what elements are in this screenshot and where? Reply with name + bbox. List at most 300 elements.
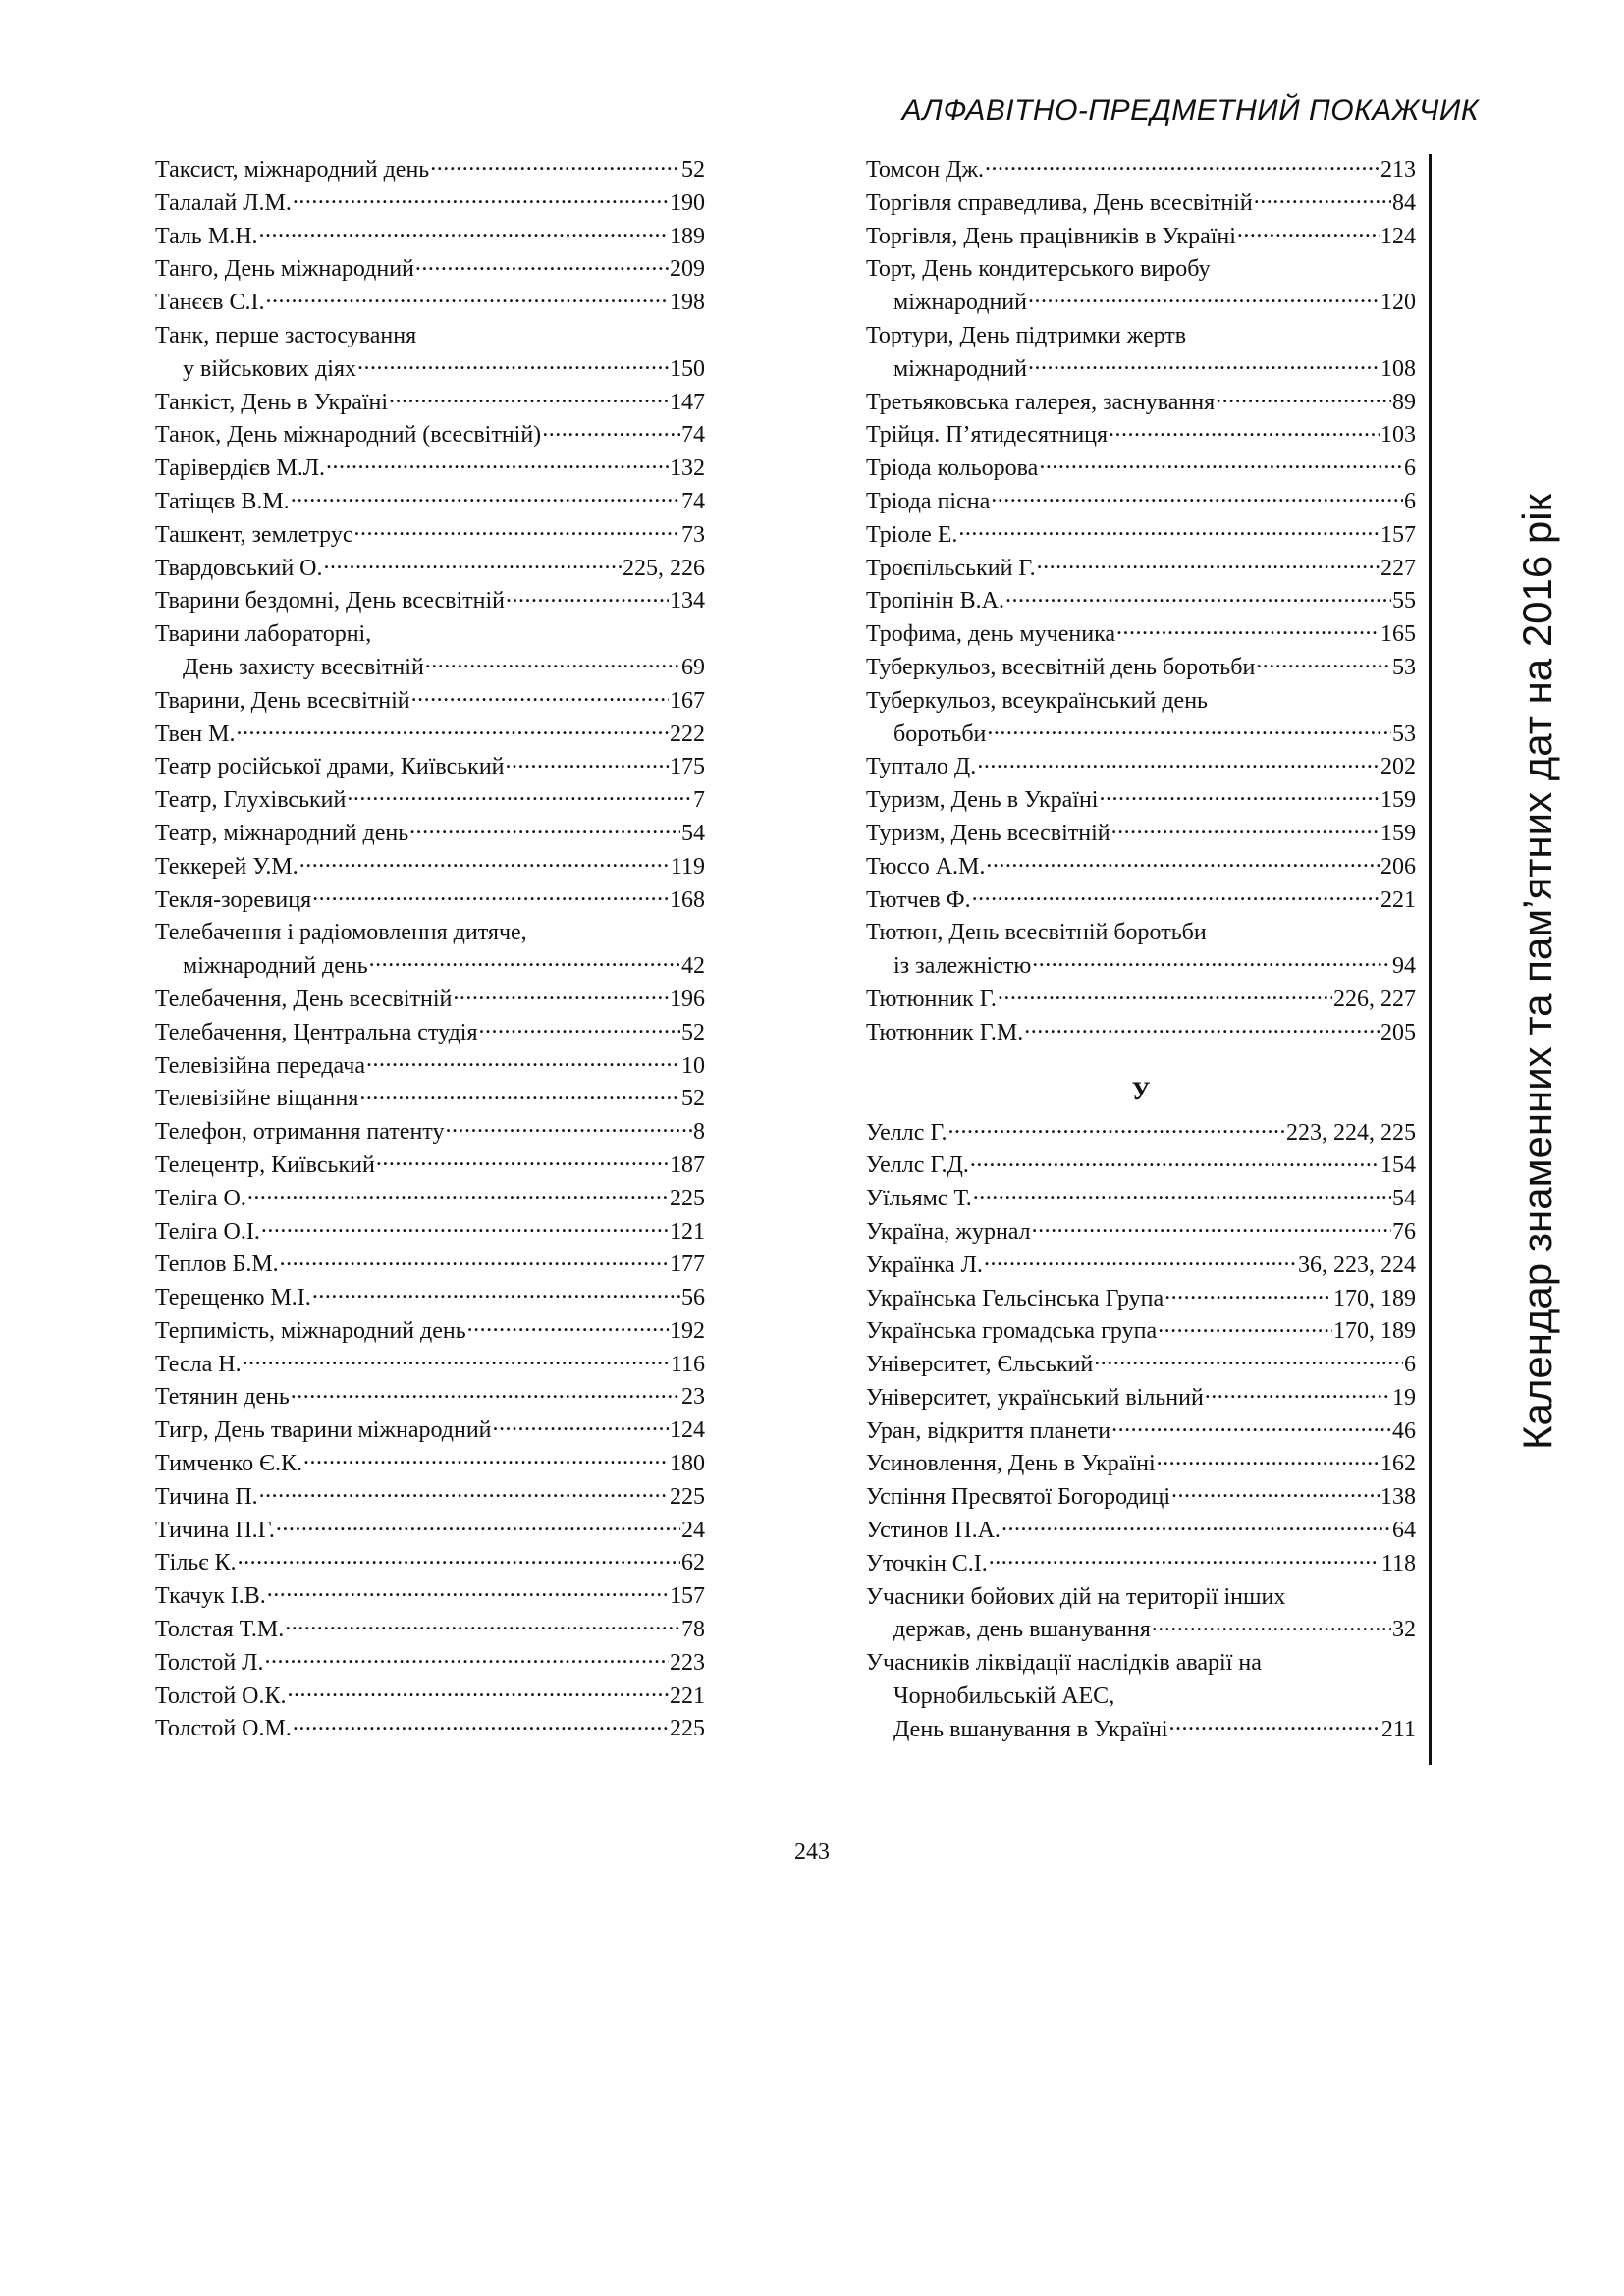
index-entry — [866, 1017, 1416, 1050]
entry-page-ref: 157 — [1380, 521, 1416, 548]
index-entry — [155, 453, 705, 486]
dot-leader — [291, 487, 680, 508]
dot-leader — [1111, 819, 1380, 840]
dot-leader — [389, 388, 669, 409]
entry-term: Успіння Пресвятої Богородиці — [866, 1484, 1171, 1511]
index-entry — [155, 585, 705, 618]
entry-line — [866, 1647, 1416, 1681]
entry-term: Університет, Єльський — [866, 1352, 1094, 1378]
dot-leader — [506, 586, 669, 608]
dot-leader — [267, 1581, 669, 1603]
entry-continuation-line — [155, 353, 705, 387]
entry-line — [866, 419, 1416, 453]
entry-line — [866, 618, 1416, 652]
index-entry — [155, 1149, 705, 1183]
entry-term: Тріоле Е. — [866, 521, 958, 548]
entry-term: міжнародний — [893, 290, 1027, 316]
entry-term: Усиновлення, День в Україні — [866, 1451, 1156, 1477]
entry-continuation-line — [155, 950, 705, 984]
index-entry — [155, 486, 705, 519]
index-column-right — [866, 154, 1416, 1747]
entry-term: Теліга О. — [155, 1185, 246, 1211]
dot-leader — [986, 852, 1380, 874]
entry-page-ref: 168 — [670, 886, 705, 913]
entry-line — [155, 1116, 705, 1149]
entry-page-ref: 73 — [681, 521, 705, 548]
entry-page-ref: 118 — [1380, 1550, 1416, 1576]
dot-leader — [347, 785, 692, 807]
dot-leader — [293, 1714, 669, 1735]
index-entry — [155, 1083, 705, 1116]
index-entry — [155, 719, 705, 752]
index-entry — [155, 519, 705, 553]
index-entry — [155, 187, 705, 221]
entry-page-ref: 189 — [670, 223, 705, 249]
index-entry — [155, 387, 705, 420]
entry-line — [155, 320, 705, 353]
entry-line — [866, 1250, 1416, 1283]
entry-term: Тичина П.Г. — [155, 1517, 275, 1543]
entry-page-ref: 62 — [681, 1550, 705, 1576]
entry-term: Туризм, День в Україні — [866, 787, 1099, 814]
entry-line — [866, 884, 1416, 918]
entry-line — [866, 1149, 1416, 1183]
index-entry — [155, 751, 705, 784]
dot-leader — [409, 819, 680, 840]
entry-line — [155, 453, 705, 486]
entry-page-ref: 154 — [1380, 1152, 1416, 1179]
dot-leader — [259, 222, 669, 243]
index-entry — [155, 1282, 705, 1315]
entry-page-ref: 132 — [670, 455, 705, 482]
dot-leader — [984, 1251, 1297, 1272]
index-entry — [155, 1547, 705, 1580]
section-letter: У — [1131, 1076, 1151, 1105]
index-entry — [155, 818, 705, 851]
entry-term: Тварини, День всесвітній — [155, 687, 410, 714]
index-entry — [155, 1481, 705, 1515]
dot-leader — [958, 520, 1380, 542]
entry-term: Уїльямс Т. — [866, 1186, 972, 1212]
index-entry — [155, 1515, 705, 1548]
index-entry — [866, 1117, 1416, 1150]
entry-page-ref: 187 — [670, 1151, 705, 1178]
index-entry — [155, 1681, 705, 1714]
index-entry — [866, 387, 1416, 420]
dot-leader — [989, 1549, 1380, 1571]
entry-term: Тетянин день — [155, 1384, 290, 1411]
running-header: АЛФАВІТНО-ПРЕДМЕТНИЙ ПОКАЖЧИК — [901, 94, 1479, 127]
entry-line — [155, 884, 705, 918]
index-entry — [866, 486, 1416, 519]
entry-term: Уран, відкриття планети — [866, 1417, 1111, 1444]
entry-term: Учасники бойових дій на території інших — [866, 1583, 1286, 1610]
index-entry — [866, 221, 1416, 254]
entry-term: Толстой Л. — [155, 1649, 264, 1676]
entry-continuation-line — [866, 950, 1416, 984]
entry-term: Телебачення, Центральна студія — [155, 1019, 478, 1045]
dot-leader — [276, 1516, 680, 1537]
index-entry — [155, 221, 705, 254]
entry-page-ref: 108 — [1380, 355, 1416, 382]
entry-line — [155, 1249, 705, 1282]
index-entry — [155, 1381, 705, 1415]
sidebar-rule — [1429, 154, 1432, 1765]
entry-line — [155, 818, 705, 851]
entry-line — [866, 751, 1416, 784]
entry-page-ref: 6 — [1404, 488, 1416, 514]
entry-term: Телевізійне віщання — [155, 1086, 359, 1112]
dot-leader — [493, 1415, 669, 1437]
entry-continuation-line — [866, 1681, 1416, 1714]
dot-leader — [1116, 619, 1380, 641]
entry-term: боротьби — [893, 721, 987, 747]
entry-page-ref: 159 — [1380, 787, 1416, 814]
dot-leader — [987, 720, 1391, 741]
entry-page-ref: 147 — [670, 389, 705, 415]
entry-term: Томсон Дж. — [866, 157, 985, 183]
entry-term: Театр російської драми, Київський — [155, 754, 505, 780]
index-entry — [866, 1481, 1416, 1515]
index-column-left — [155, 154, 705, 1746]
entry-line — [155, 1315, 705, 1349]
dot-leader — [312, 885, 669, 907]
entry-page-ref: 19 — [1392, 1384, 1416, 1411]
dot-leader — [285, 1615, 680, 1636]
dot-leader — [1111, 1416, 1391, 1438]
entry-page-ref: 121 — [670, 1218, 705, 1245]
dot-leader — [1164, 1284, 1332, 1306]
entry-term: Тигр, День тварини міжнародний — [155, 1417, 492, 1444]
entry-page-ref: 69 — [681, 654, 705, 680]
entry-term: Танкіст, День в Україні — [155, 389, 389, 415]
index-entry — [155, 1183, 705, 1216]
index-entry — [866, 884, 1416, 918]
index-entry — [866, 1315, 1416, 1349]
entry-page-ref: 7 — [693, 787, 705, 814]
entry-page-ref: 56 — [681, 1285, 705, 1311]
entry-page-ref: 64 — [1392, 1518, 1416, 1544]
entry-page-ref: 159 — [1380, 820, 1416, 846]
entry-line — [866, 851, 1416, 884]
entry-page-ref: 124 — [670, 1417, 705, 1444]
entry-line — [866, 154, 1416, 187]
entry-line — [866, 453, 1416, 486]
entry-line — [155, 1481, 705, 1515]
dot-leader — [991, 487, 1403, 508]
entry-page-ref: 222 — [670, 721, 705, 747]
entry-line — [866, 519, 1416, 553]
index-entry — [866, 618, 1416, 652]
index-entry — [866, 320, 1416, 387]
entry-term: держав, день вшанування — [893, 1617, 1151, 1643]
dot-leader — [1032, 951, 1391, 973]
dot-leader — [973, 1184, 1391, 1205]
index-entry — [866, 1183, 1416, 1216]
entry-term: Теплов Б.М. — [155, 1252, 279, 1278]
entry-term: Тільє К. — [155, 1550, 237, 1576]
dot-leader — [1032, 1217, 1391, 1239]
entry-term: Трофима, день мученика — [866, 621, 1116, 648]
entry-line — [866, 917, 1416, 950]
entry-page-ref: 177 — [670, 1252, 705, 1278]
entry-term: у військових діях — [183, 355, 356, 382]
entry-line — [155, 253, 705, 287]
entry-term: Театр, Глухівський — [155, 787, 347, 814]
entry-page-ref: 221 — [1380, 886, 1416, 913]
entry-line — [155, 1448, 705, 1481]
dot-leader — [453, 985, 669, 1006]
entry-line — [155, 618, 705, 652]
entry-continuation-line — [866, 719, 1416, 752]
entry-line — [866, 1315, 1416, 1349]
entry-line — [155, 1216, 705, 1250]
entry-line — [866, 685, 1416, 719]
entry-line — [155, 1017, 705, 1050]
entry-page-ref: 42 — [681, 953, 705, 980]
entry-term: міжнародний — [893, 355, 1027, 382]
dot-leader — [288, 1682, 669, 1703]
entry-page-ref: 205 — [1380, 1019, 1416, 1045]
index-entry — [155, 1647, 705, 1681]
index-entry — [866, 1647, 1416, 1746]
index-entry — [155, 618, 705, 685]
entry-page-ref: 55 — [1392, 588, 1416, 614]
entry-term: Текля-зоревиця — [155, 886, 312, 913]
entry-line — [155, 419, 705, 453]
entry-line — [866, 1515, 1416, 1548]
entry-term: Твардовський О. — [155, 555, 323, 581]
entry-line — [155, 751, 705, 784]
entry-term: Тютюн, День всесвітній боротьби — [866, 920, 1207, 946]
dot-leader — [985, 155, 1380, 177]
entry-line — [866, 1581, 1416, 1615]
dot-leader — [1109, 420, 1380, 442]
entry-line — [866, 320, 1416, 353]
index-entry — [155, 553, 705, 586]
entry-line — [866, 1017, 1416, 1050]
entry-line — [155, 917, 705, 950]
index-entry — [155, 984, 705, 1017]
dot-leader — [293, 188, 669, 210]
index-entry — [866, 1382, 1416, 1415]
entry-page-ref: 175 — [670, 754, 705, 780]
entry-line — [155, 685, 705, 719]
index-entry — [866, 519, 1416, 553]
entry-line — [155, 1083, 705, 1116]
dot-leader — [299, 852, 670, 874]
entry-term: Телецентр, Київський — [155, 1151, 375, 1178]
entry-page-ref: 206 — [1380, 853, 1416, 880]
entry-page-ref: 202 — [1380, 754, 1416, 780]
dot-leader — [1152, 1615, 1391, 1636]
dot-leader — [369, 951, 680, 973]
dot-leader — [366, 1051, 680, 1073]
entry-continuation-line — [866, 353, 1416, 387]
entry-term: Ткачук І.В. — [155, 1583, 266, 1610]
sidebar-title: Календар знаменних та пам’ятних дат на 2016 рік — [1514, 494, 1560, 1450]
entry-page-ref: 170, 189 — [1333, 1318, 1416, 1345]
entry-term: Українка Л. — [866, 1252, 983, 1278]
dot-leader — [1205, 1383, 1391, 1405]
entry-line — [866, 1382, 1416, 1415]
entry-line — [155, 585, 705, 618]
dot-leader — [237, 720, 670, 741]
entry-term: Телефон, отримання патенту — [155, 1119, 445, 1146]
entry-line — [155, 187, 705, 221]
dot-leader — [1216, 388, 1391, 409]
index-entry — [866, 917, 1416, 984]
dot-leader — [1171, 1482, 1380, 1504]
index-entry — [866, 154, 1416, 187]
dot-leader — [1099, 785, 1380, 807]
entry-term: Телебачення і радіомовлення дитяче, — [155, 920, 527, 946]
entry-line — [155, 553, 705, 586]
entry-line — [866, 486, 1416, 519]
entry-term: Третьяковська галерея, заснування — [866, 389, 1216, 415]
entry-line — [866, 1183, 1416, 1216]
entry-line — [155, 1050, 705, 1084]
entry-term: Тварини лабораторні, — [155, 621, 372, 648]
entry-page-ref: 116 — [670, 1351, 705, 1377]
entry-line — [866, 652, 1416, 685]
entry-term: Теккерей У.М. — [155, 853, 298, 880]
entry-term: Українська громадська група — [866, 1318, 1158, 1345]
entry-term: Торт, День кондитерського виробу — [866, 256, 1211, 283]
dot-leader — [1256, 653, 1391, 674]
index-entry — [155, 1017, 705, 1050]
dot-leader — [479, 1018, 681, 1040]
entry-term: Танєєв С.І. — [155, 290, 265, 316]
entry-page-ref: 211 — [1380, 1716, 1416, 1742]
dot-leader — [467, 1316, 669, 1338]
entry-term: Уеллс Г.Д. — [866, 1152, 969, 1179]
dot-leader — [280, 1250, 669, 1271]
entry-line — [155, 1282, 705, 1315]
entry-continuation-line — [155, 652, 705, 685]
index-entry — [866, 1216, 1416, 1250]
entry-line — [155, 984, 705, 1017]
dot-leader — [247, 1184, 669, 1205]
dot-leader — [359, 1084, 680, 1105]
entry-page-ref: 225 — [670, 1483, 705, 1510]
dot-leader — [1157, 1449, 1380, 1470]
entry-term: Терпимість, міжнародний день — [155, 1317, 466, 1344]
entry-page-ref: 213 — [1380, 157, 1416, 183]
entry-line — [155, 1614, 705, 1647]
index-entry — [866, 1581, 1416, 1648]
dot-leader — [970, 1150, 1380, 1172]
entry-line — [866, 585, 1416, 618]
entry-line — [866, 1448, 1416, 1481]
index-entry — [155, 1349, 705, 1382]
entry-term: Ташкент, землетрус — [155, 521, 353, 548]
entry-term: Тесла Н. — [155, 1351, 242, 1377]
entry-page-ref: 225 — [670, 1716, 705, 1742]
dot-leader — [430, 155, 680, 177]
entry-line — [155, 1381, 705, 1415]
entry-page-ref: 74 — [681, 422, 705, 449]
entry-continuation-line — [866, 1614, 1416, 1647]
index-entry — [866, 419, 1416, 453]
dot-leader — [1158, 1316, 1332, 1338]
entry-line — [155, 1183, 705, 1216]
dot-leader — [415, 254, 669, 276]
index-entry — [866, 553, 1416, 586]
dot-leader — [972, 885, 1380, 907]
entry-term: Терещенко М.І. — [155, 1285, 311, 1311]
entry-line — [866, 253, 1416, 287]
entry-page-ref: 124 — [1380, 223, 1416, 249]
dot-leader — [1028, 354, 1380, 376]
entry-term: Танок, День міжнародний (всесвітній) — [155, 422, 542, 449]
dot-leader — [1039, 454, 1403, 475]
dot-leader — [1037, 554, 1380, 575]
entry-line — [155, 1515, 705, 1548]
entry-page-ref: 150 — [670, 355, 705, 382]
index-entry — [866, 818, 1416, 851]
dot-leader — [998, 985, 1332, 1006]
entry-page-ref: 23 — [681, 1384, 705, 1411]
entry-page-ref: 10 — [681, 1052, 705, 1079]
entry-term: Театр, міжнародний день — [155, 820, 409, 846]
entry-term: Тортури, День підтримки жертв — [866, 322, 1187, 348]
entry-term: Торгівля справедлива, День всесвітній — [866, 189, 1253, 216]
entry-page-ref: 6 — [1404, 1352, 1416, 1378]
entry-page-ref: 223 — [670, 1649, 705, 1676]
index-entry — [866, 784, 1416, 818]
entry-page-ref: 120 — [1380, 290, 1416, 316]
entry-page-ref: 167 — [670, 687, 705, 714]
page-number: 243 — [794, 1840, 830, 1865]
entry-page-ref: 192 — [670, 1317, 705, 1344]
entry-term: міжнародний день — [183, 953, 368, 980]
dot-leader — [259, 1482, 669, 1504]
entry-term: Твен М. — [155, 721, 236, 747]
index-entry — [866, 1283, 1416, 1316]
dot-leader — [303, 1449, 669, 1470]
dot-leader — [1005, 586, 1391, 608]
dot-leader — [1001, 1516, 1391, 1537]
index-section-u — [866, 1117, 1416, 1747]
index-entry — [155, 685, 705, 719]
entry-line — [155, 851, 705, 884]
entry-term: Торгівля, День працівників в Україні — [866, 223, 1236, 249]
entry-page-ref: 157 — [670, 1583, 705, 1610]
dot-leader — [445, 1117, 692, 1139]
entry-line — [866, 553, 1416, 586]
dot-leader — [506, 752, 669, 774]
index-entry — [866, 1349, 1416, 1382]
entry-term: Тріода пісна — [866, 488, 991, 514]
dot-leader — [326, 454, 669, 475]
entry-term: Туптало Д. — [866, 754, 977, 780]
entry-line — [155, 154, 705, 187]
index-entry — [155, 851, 705, 884]
entry-term: Чорнобильській АЕС, — [893, 1683, 1115, 1710]
entry-term: Учасників ліквідації наслідків аварії на — [866, 1650, 1262, 1677]
index-entry — [155, 784, 705, 818]
entry-page-ref: 6 — [1404, 455, 1416, 482]
entry-term: Троєпільський Г. — [866, 555, 1036, 581]
index-entry — [866, 685, 1416, 752]
entry-term: Університет, український вільний — [866, 1384, 1204, 1411]
index-entry — [155, 1448, 705, 1481]
entry-continuation-line — [866, 1714, 1416, 1747]
entry-term: Талалай Л.М. — [155, 189, 292, 216]
index-entry — [866, 1448, 1416, 1481]
entry-term: Тріода кольорова — [866, 455, 1039, 482]
